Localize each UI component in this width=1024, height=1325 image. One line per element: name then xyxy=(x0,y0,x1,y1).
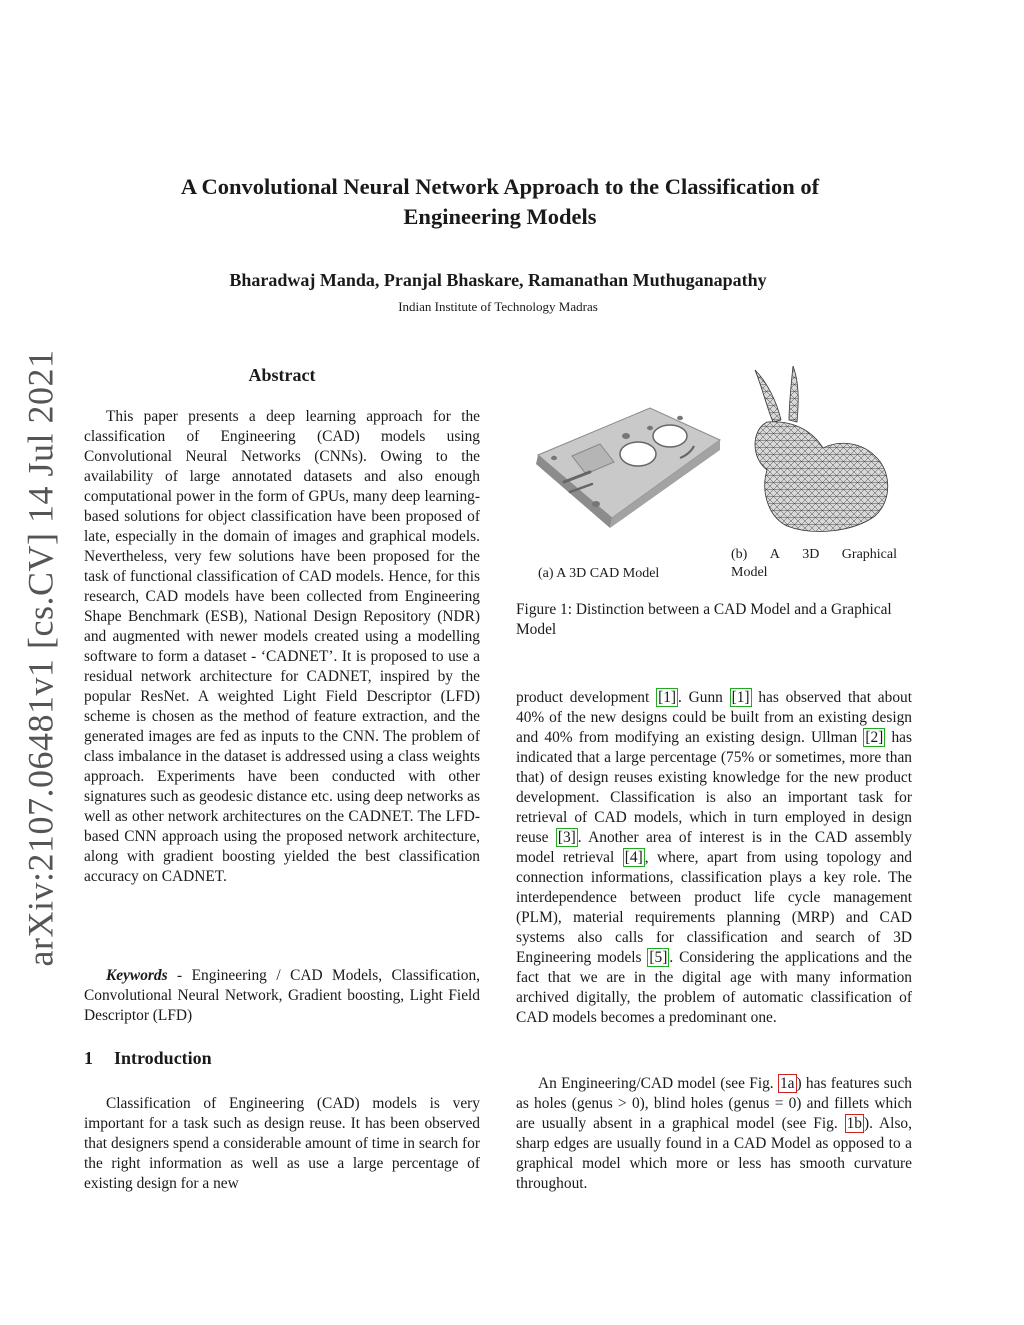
affiliation: Indian Institute of Technology Madras xyxy=(398,299,598,314)
title-line-1: A Convolutional Neural Network Approach to the Classification of xyxy=(180,174,820,199)
title-line-2: Engineering Models xyxy=(403,204,597,229)
arxiv-side-identifier: arXiv:2107.06481v1 [cs.CV] 14 Jul 2021 xyxy=(20,349,60,967)
abstract-text: This paper presents a deep learning approach for the classification of Engineering (CAD) models using Convolutional Neural Networks (CNNs). Owing to the availability of large annotated datasets and also enough computational power in the form of GPUs, many deep learning-based solutions for object classification have been proposed of late, especially in the domain of images and graphical models. Nevertheless, very few solutions have been proposed for the task of functional classification of CAD models. Hence, for this research, CAD models have been collected from Engineering Shape Benchmark (ESB), National Design Repository (NDR) and augmented with newer models created using a modelling software to form a dataset - ‘CADNET’. It is proposed to use a residual network architecture for CADNET, inspired by the popular ResNet. A weighted Light Field Descriptor (LFD) scheme is chosen as the method of feature extraction, and the generated images are fed as inputs to the CNN. The problem of class imbalance in the dataset is addressed using a class weights approach. Experiments have been conducted with other signatures such as geodesic distance etc. using deep networks as well as other network architectures on the CADNET. The LFD-based CNN approach using the proposed network architecture, along with gradient boosting yielded the best classification accuracy on CADNET. xyxy=(84,408,480,885)
keywords-paragraph xyxy=(84,966,480,1026)
cad-model-image xyxy=(530,400,730,550)
section-number: 1 xyxy=(84,1048,93,1068)
figure-ref-link[interactable]: 1a xyxy=(779,1075,795,1092)
citation-link[interactable]: [3] xyxy=(557,829,576,846)
citation-link[interactable]: [1] xyxy=(658,689,677,706)
paper-title xyxy=(90,172,910,232)
authors: Bharadwaj Manda, Pranjal Bhaskare, Ramanathan Muthuganapathy xyxy=(229,270,767,290)
citation-link[interactable]: [1] xyxy=(731,689,750,706)
keywords-text: - Engineering / CAD Models, Classification, Convolutional Neural Network, Gradient boosting, Light Field Descriptor (LFD) xyxy=(84,967,480,1024)
section-title: Introduction xyxy=(114,1048,212,1068)
citation-link[interactable]: [5] xyxy=(649,949,668,966)
subfigure-b-caption: (b) A 3D Graphical Model xyxy=(731,547,897,580)
subfigure-b-caption-line: (b) A 3D Graphical xyxy=(731,547,897,562)
figure-ref-link[interactable]: 1b xyxy=(846,1115,862,1132)
section-heading-introduction xyxy=(84,1048,212,1069)
abstract-heading: Abstract xyxy=(248,365,316,385)
figure-1-caption: Figure 1: Distinction between a CAD Model and a Graphical Model xyxy=(516,601,892,638)
subfigure-a-caption: (a) A 3D CAD Model xyxy=(538,566,660,581)
bunny-mesh-image xyxy=(735,360,900,545)
citation-link[interactable]: [2] xyxy=(865,729,884,746)
intro-paragraph-right-2: An Engineering/CAD model (see Fig. 1a ) has features such as holes (genus > 0), blind holes (genus = 0) and fillets which are usually absent in a graphical model (see Fig. 1b ). Also, sharp edges are usually found in a CAD Model as opposed to a graphical model which more or less has smooth curvature throughout. xyxy=(516,1075,912,1192)
intro-paragraph-right-1: product development [1] . Gunn [1] has observed that about 40% of the new designs could be built from an existing design and 40% from modifying an existing design. Ullman [2] has indicated that a large percentage (75% or sometimes, more than that) of design reuses existing knowledge for the new product development. Classification is also an important task for retrieval of CAD models, which in turn employed in design reuse [3] . Another area of interest is in the CAD assembly model retrieval [4] , where, apart from using topology and connection informations, classification plays a key role. The interdependence between product life cycle management (PLM), material requirements planning (MRP) and CAD systems also calls for classification and search of 3D Engineering models [5] . Considering the applications and the fact that we are in the digital age with many information archived digitally, the problem of automatic classification of CAD models becomes a predominant one. xyxy=(516,689,912,1026)
keywords-label: Keywords xyxy=(106,967,168,984)
intro-paragraph-left: Classification of Engineering (CAD) models is very important for a task such as design reuse. It has been observed that designers spend a considerable amount of time in search for the right information as well as use a large percentage of existing design for a new xyxy=(84,1095,480,1192)
citation-link[interactable]: [4] xyxy=(624,849,643,866)
